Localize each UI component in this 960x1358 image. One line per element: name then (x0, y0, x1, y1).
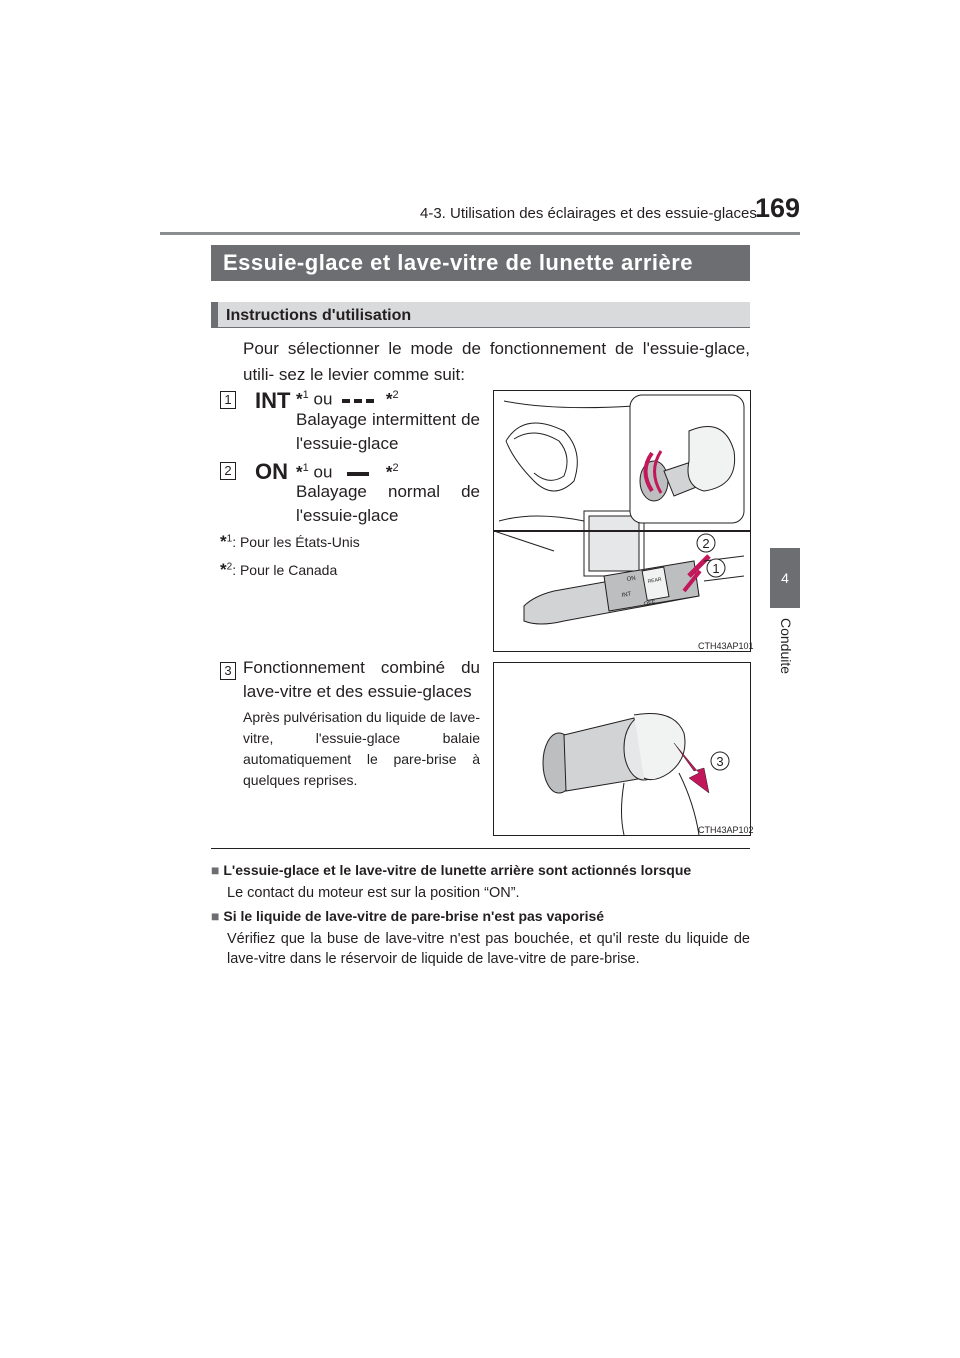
section-subtitle: Instructions d'utilisation (211, 302, 750, 328)
callout-2 (697, 534, 715, 552)
header-rule (160, 232, 800, 235)
section-divider (211, 848, 750, 849)
svg-text:1: 1 (712, 561, 720, 576)
figure-wiper-lever (493, 390, 754, 652)
intro-text: Pour sélectionner le mode de fonctionnement de l'essuie-glace, utili- sez le levier comme suit: (243, 339, 750, 384)
section-header: 4-3. Utilisation des éclairages et des essuie-glaces (420, 205, 757, 222)
item-number-1: 1 (220, 391, 236, 409)
footnote-1: *$^1$: Pour les États-Unis (220, 532, 360, 551)
chapter-tab: 4 (770, 548, 800, 608)
footnote-2: *$^2$: Pour le Canada (220, 560, 338, 579)
figure-2-code: CTH43AP102 (698, 825, 754, 835)
note-1-title: ■ L'essuie-glace et le lave-vitre de lunette arrière sont actionnés lorsque (211, 862, 692, 878)
item-number-3: 3 (220, 662, 236, 680)
item-number-2: 2 (220, 462, 236, 480)
wiper-lever-illustration (494, 391, 750, 651)
washer-lever-illustration (494, 663, 750, 835)
item-2-desc: Balayage normal de l'essuie-glace (296, 482, 480, 525)
note-1-text: Le contact du moteur est sur la position “ON”. (227, 885, 520, 901)
figure-washer-lever (493, 662, 754, 836)
int-symbol: INT (255, 388, 291, 413)
note-2-text: Vérifiez que la buse de lave-vitre n'est pas bouchée, et qu'il reste du liquide de lave-vitre dans le réservoir de liquide de lave-vitre de pare-brise. (227, 931, 750, 967)
figure-1-code: CTH43AP101 (698, 641, 754, 651)
item-3-desc: Fonctionnement combiné du lave-vitre et des essuie-glaces (243, 658, 480, 701)
svg-text:3: 3 (716, 754, 724, 769)
lever-label-int: INT (621, 591, 632, 599)
page-title: Essuie-glace et lave-vitre de lunette arrière (211, 245, 750, 281)
lever-label-off: OFF (643, 599, 657, 608)
item-1-variants: *$^1$ ou *$^2$ (296, 383, 399, 412)
page-number: 169 (755, 193, 801, 223)
chapter-label: Conduite (778, 618, 794, 675)
svg-text:2: 2 (702, 536, 710, 551)
lever-label-on: ON (626, 575, 637, 583)
item-2-variants: *$^1$ ou *$^2$ (296, 456, 399, 485)
item-3-detail: Après pulvérisation du liquide de lave-vitre, l'essuie-glace balaie automatiquement le pare-brise à quelques reprises. (243, 709, 480, 788)
on-symbol: ON (255, 459, 288, 484)
lever-label-rear: REAR (647, 576, 663, 585)
note-2-title: ■ Si le liquide de lave-vitre de pare-brise n'est pas vaporisé (211, 908, 605, 924)
callout-1 (707, 559, 725, 577)
item-1-desc: Balayage intermittent de l'essuie-glace (296, 410, 480, 453)
callout-3 (711, 752, 729, 770)
